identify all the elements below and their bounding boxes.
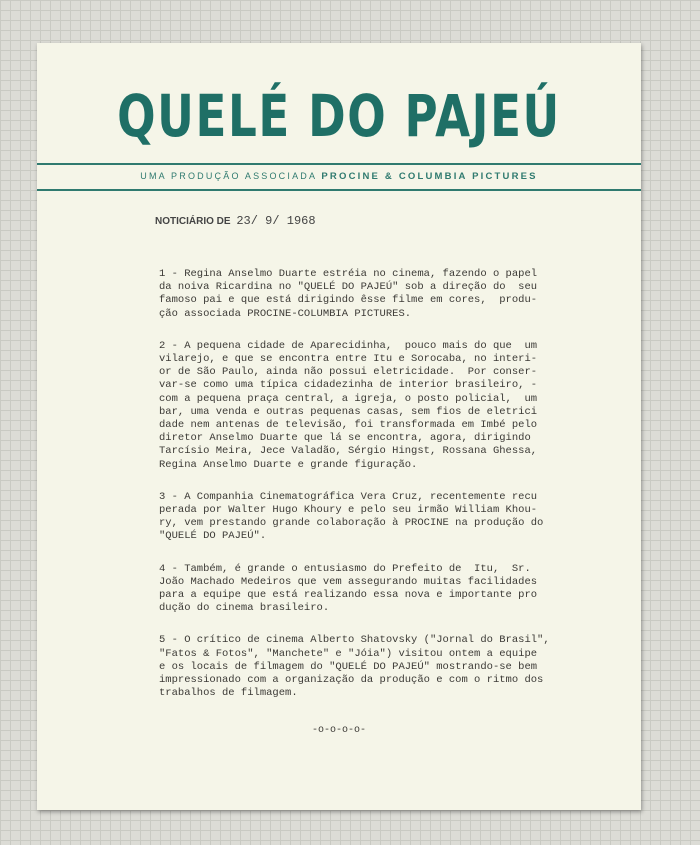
noticiario-date: 23/ 9/ 1968 (236, 214, 316, 228)
news-item-line: diretor Anselmo Duarte que lá se encontra, agora, dirigindo (159, 432, 531, 445)
news-item-line: dução do cinema brasileiro. (159, 602, 330, 615)
header-bottom-rule (37, 189, 641, 191)
news-item-line: 1 - Regina Anselmo Duarte estréia no cinema, fazendo o papel (159, 268, 538, 280)
news-item-line: vilarejo, e que se encontra entre Itu e Sorocaba, no interi- (159, 353, 538, 366)
news-item (159, 340, 599, 472)
news-item-line: Regina Anselmo Duarte e grande figuração. (159, 458, 418, 471)
news-item-line: da noiva Ricardina no "QUELÉ DO PAJEÚ" sob a direção do seu (159, 281, 538, 294)
noticiario-heading (155, 214, 316, 229)
production-credit (37, 170, 641, 183)
news-body (159, 268, 599, 719)
news-item (159, 268, 599, 321)
news-item-line: 5 - O crítico de cinema Alberto Shatovsky ("Jornal do Brasil", (159, 634, 550, 647)
news-item-line: com a pequena praça central, a igreja, o posto policial, um (159, 392, 538, 405)
news-item-line: famoso pai e que está dirigindo êsse filme em cores, produ- (159, 294, 538, 307)
news-item-line: 4 - Também, é grande o entusiasmo do Prefeito de Itu, Sr. (159, 562, 531, 575)
news-item-line: ry, vem prestando grande colaboração à PROCINE na produção do (159, 517, 544, 530)
production-credit-prefix: UMA PRODUÇÃO ASSOCIADA (140, 171, 317, 181)
film-title: QUELÉ DO PAJEÚ (117, 82, 561, 150)
document-sheet (37, 43, 641, 810)
noticiario-label: NOTICIÁRIO DE (155, 216, 231, 227)
news-item-line: "QUELÉ DO PAJEÚ". (159, 530, 267, 543)
news-item-line: impressionado com a organização da produção e com o ritmo dos (159, 674, 544, 687)
news-item-line: ção associada PROCINE-COLUMBIA PICTURES. (159, 307, 412, 320)
news-item-line: dade nem antenas de televisão, foi transformada em Imbé pelo (159, 419, 538, 432)
news-item-line: João Machado Medeiros que vem assegurando muitas facilidades (159, 575, 538, 588)
news-item-line: var-se como uma típica cidadezinha de interior brasileiro, - (159, 379, 538, 392)
news-item-line: perada por Walter Hugo Khoury e pelo seu irmão William Khou- (159, 504, 538, 517)
news-item (159, 634, 599, 700)
news-item-line: bar, uma venda e outras pequenas casas, sem fios de eletrici (159, 405, 538, 418)
news-item-line: trabalhos de filmagem. (159, 687, 298, 700)
news-item-line: Tarcísio Meira, Jece Valadão, Sérgio Hingst, Rossana Ghessa, (159, 445, 538, 458)
production-companies: PROCINE & COLUMBIA PICTURES (321, 171, 538, 182)
end-mark: -o-o-o-o- (311, 725, 366, 736)
news-item (159, 491, 599, 544)
header-top-rule (37, 163, 641, 165)
news-item-line: 3 - A Companhia Cinematográfica Vera Cruz, recentemente recu (159, 490, 538, 503)
news-item-line: or de São Paulo, ainda não possui eletricidade. Por conser- (159, 366, 538, 379)
news-item-line: para a equipe que está realizando essa nova e importante pro (159, 589, 538, 602)
news-item-line: e os locais de filmagem do "QUELÉ DO PAJEÚ" mostrando-se bem (159, 660, 538, 673)
news-item (159, 563, 599, 616)
news-item-line: 2 - A pequena cidade de Aparecidinha, pouco mais do que um (159, 339, 538, 352)
news-item-line: "Fatos & Fotos", "Manchete" e "Jóia") visitou ontem a equipe (159, 647, 538, 660)
